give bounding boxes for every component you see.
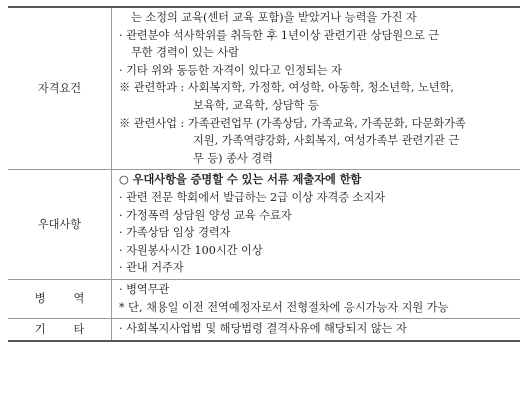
preferential-line: · 자원봉사시간 100시간 이상 [119,243,263,257]
preferential-header: ○ 우대사항을 증명할 수 있는 서류 제출자에 한함 [119,172,362,187]
preferential-label: 우대사항 [8,170,112,280]
qualification-line: · 관련분야 석사학위를 취득한 후 1년이상 관련기관 상담원으로 근 [119,28,440,42]
qualifications-row [8,7,520,170]
qualification-line: 는 소정의 교육(센터 교육 포함)을 받았거나 능력을 가진 자 [131,11,417,24]
preferential-line: · 가정폭력 상담원 양성 교육 수료자 [119,208,292,222]
military-row [8,279,520,318]
etc-row [8,319,520,341]
preferential-content [112,170,521,280]
qualification-line: 무 등) 종사 경력 [193,151,273,165]
qualification-line: 무한 경력이 있는 사람 [131,46,239,60]
preferential-line: · 가족상담 임상 경력자 [119,226,231,240]
military-line: · 병역무관 [119,282,170,296]
qualifications-label: 자격요건 [8,7,112,170]
qualification-line: 보육학, 교육학, 상담학 등 [193,98,319,112]
preferential-line: · 관련 전문 학회에서 발급하는 2급 이상 자격증 소지자 [119,190,386,204]
etc-line: · 사회복지사업법 및 해당법령 결격사유에 해당되지 않는 자 [119,322,407,336]
qualification-line: ※ 관련학과 : 사회복지학, 가정학, 여성학, 아동학, 청소년학, 노년학, [119,81,454,95]
recruitment-requirements-table-container [8,6,520,342]
qualification-line: 지원, 가족역량강화, 사회복지, 여성가족부 관련기관 근 [193,134,460,148]
military-line: * 단, 채용일 이전 전역예정자로서 전형절차에 응시가능자 지원 가능 [119,300,449,314]
military-label: 병역 [8,279,112,318]
preferential-row [8,170,520,280]
recruitment-requirements-table [8,6,520,342]
qualifications-content [112,7,521,170]
military-content [112,279,521,318]
etc-content [112,319,521,341]
preferential-line: · 관내 거주자 [119,261,184,275]
qualification-line: ※ 관련사업 : 가족관련업무 (가족상담, 가족교육, 가족문화, 다문화가족 [119,116,466,130]
qualification-line: · 기타 위와 동등한 자격이 있다고 인정되는 자 [119,63,342,77]
etc-label: 기타 [8,319,112,341]
